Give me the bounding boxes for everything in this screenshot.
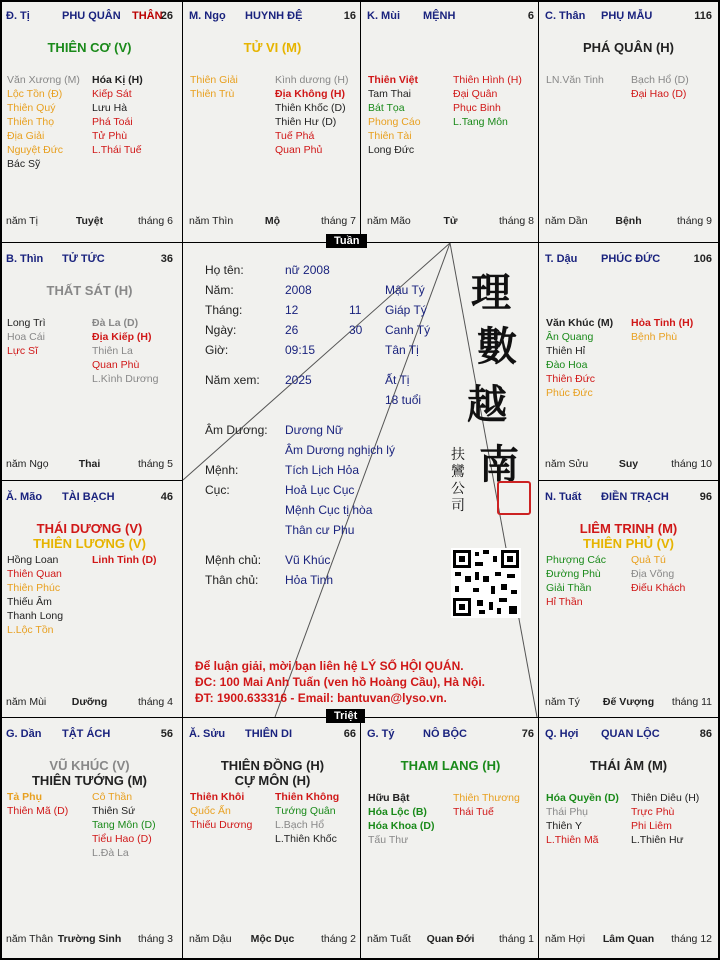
- minor-star: Thiên La: [92, 345, 133, 357]
- major-star: THÁI ÂM (M): [589, 758, 668, 773]
- palace-year: năm Tý: [545, 696, 580, 708]
- contact-line-1: Để luận giải, mời bạn liên hệ LÝ SỐ HỘI QUÁN.: [195, 659, 464, 673]
- qr-code-icon[interactable]: [451, 548, 521, 618]
- palace-year: năm Tị: [6, 215, 38, 227]
- palace-name: MỆNH: [423, 10, 456, 22]
- palace-month: tháng 10: [671, 458, 712, 470]
- major-star: THIÊN TƯỚNG (M): [31, 773, 148, 788]
- left-star-list: [7, 553, 63, 637]
- right-star-list: [631, 73, 689, 101]
- palace-name: PHÚC ĐỨC: [601, 253, 661, 265]
- palace-cell: [361, 718, 540, 955]
- minor-star: Hỏa Tinh (H): [631, 317, 694, 329]
- palace-name: THIÊN DI: [245, 728, 293, 740]
- left-star-list: [7, 316, 46, 358]
- year-can: Mậu Tý: [385, 283, 425, 297]
- minor-star: Hồng Loan: [7, 554, 59, 566]
- menhchu-value: Vũ Khúc: [285, 553, 331, 567]
- amduong-value: Dương Nữ: [285, 423, 343, 437]
- minor-star: Long Trì: [7, 317, 46, 329]
- minor-star: Bác Sỹ: [7, 158, 41, 170]
- minor-star: Thiên Khốc (D): [275, 102, 346, 114]
- minor-star: L.Thái Tuế: [92, 144, 142, 156]
- palace-footer: [189, 215, 356, 229]
- left-star-list: [190, 73, 238, 101]
- palace-footer: [545, 696, 712, 710]
- minor-star: Long Đức: [368, 144, 415, 156]
- major-star: THÁI DƯƠNG (V): [36, 521, 143, 536]
- palace-footer: [189, 933, 356, 947]
- month-label: Tháng:: [205, 303, 243, 317]
- minor-star: L.Tang Môn: [453, 116, 508, 128]
- minor-star: Thiên Hình (H): [453, 74, 522, 86]
- palace-year: năm Thìn: [189, 215, 234, 227]
- minor-star: Thiên Sứ: [92, 805, 136, 817]
- palace-number: 56: [160, 728, 173, 740]
- palace-month: tháng 8: [498, 215, 534, 227]
- minor-star: Thiên Y: [546, 820, 582, 832]
- palace-footer: [6, 215, 173, 229]
- minor-star: Thiên Trù: [190, 88, 235, 100]
- life-stage: Tuyệt: [75, 215, 104, 227]
- major-star: CỰ MÔN (H): [234, 773, 311, 788]
- palace-cell: [0, 481, 179, 718]
- major-star: THIÊN ĐỒNG (H): [220, 758, 325, 773]
- right-star-list: [631, 791, 699, 847]
- minor-star: LN.Văn Tinh: [546, 74, 604, 86]
- palace-footer: [545, 458, 712, 472]
- center-info: [183, 243, 537, 717]
- palace-branch: G. Dần: [6, 728, 42, 740]
- right-star-list: [631, 316, 693, 344]
- minor-star: Quan Phủ: [275, 144, 323, 156]
- palace-name: PHU QUÂN: [62, 10, 121, 22]
- palace-name: PHỤ MẪU: [601, 10, 653, 22]
- left-star-list: [546, 791, 619, 847]
- minor-star: L.Thiên Khốc: [275, 833, 337, 845]
- minor-star: Thái Phụ: [546, 806, 589, 818]
- life-stage: Đế Vượng: [602, 696, 655, 708]
- left-star-list: [7, 790, 68, 818]
- palace-footer: [6, 933, 173, 947]
- palace-branch: B. Thìn: [6, 253, 44, 265]
- minor-star: Thiếu Dương: [190, 819, 253, 831]
- minor-star: Kình dương (H): [275, 74, 349, 86]
- palace-year: năm Dần: [545, 215, 588, 227]
- menh-label: Mệnh:: [205, 463, 239, 477]
- minor-star: Lưu Hà: [92, 102, 128, 114]
- amduong-label: Âm Dương:: [205, 423, 268, 437]
- palace-footer: [545, 933, 712, 947]
- major-star: LIÊM TRINH (M): [579, 521, 678, 536]
- palace-number: 36: [160, 253, 173, 265]
- palace-month: tháng 9: [676, 215, 712, 227]
- minor-star: Phúc Đức: [546, 387, 593, 399]
- view-year-value: 2025: [285, 373, 312, 387]
- cuc-value3: Thân cư Phu: [285, 523, 355, 537]
- minor-star: L.Bạch Hổ: [275, 819, 325, 831]
- major-star: THIÊN PHỦ (V): [583, 536, 674, 551]
- minor-star: Thiên Hư (D): [275, 116, 337, 128]
- palace-number: 16: [343, 10, 356, 22]
- palace-name: TẬT ÁCH: [62, 728, 111, 740]
- palace-name: TỬ TỨC: [62, 253, 105, 265]
- major-star: THIÊN LƯƠNG (V): [33, 536, 146, 551]
- life-stage: Mộ: [264, 215, 281, 227]
- life-stage: Dưỡng: [71, 696, 108, 708]
- minor-star: Lộc Tồn (Đ): [7, 88, 63, 100]
- minor-star: Trực Phù: [631, 806, 675, 818]
- minor-star: Hóa Khoa (D): [368, 820, 435, 832]
- minor-star: Thiên Không: [275, 791, 340, 803]
- minor-star: Văn Khúc (M): [546, 317, 614, 329]
- left-star-list: [7, 73, 80, 171]
- palace-header: [6, 253, 173, 269]
- menhchu-label: Mệnh chủ:: [205, 553, 262, 567]
- palace-cell: [539, 243, 718, 480]
- palace-year: năm Ngọ: [6, 458, 49, 470]
- hour-can: Tân Tị: [385, 343, 419, 357]
- palace-name: HUYNH ĐỆ: [245, 10, 303, 22]
- palace-branch: Đ. Tị: [6, 10, 30, 22]
- palace-branch: G. Tý: [367, 728, 395, 740]
- minor-star: Thiên Tài: [368, 130, 412, 142]
- minor-star: L.Đà La: [92, 847, 129, 859]
- palace-cell: [539, 481, 718, 718]
- month-can: Giáp Tý: [385, 303, 427, 317]
- life-stage: Suy: [618, 458, 639, 470]
- minor-star: Phong Cáo: [368, 116, 421, 128]
- cuc-label: Cục:: [205, 483, 230, 497]
- palace-year: năm Mão: [367, 215, 411, 227]
- tuan-marker: Tuần: [326, 234, 367, 248]
- hour-value: 09:15: [285, 343, 316, 357]
- minor-star: Thái Tuế: [453, 806, 494, 818]
- palace-year: năm Sửu: [545, 458, 589, 470]
- palace-name: NÔ BỘC: [423, 728, 467, 740]
- minor-star: Thiên Quan: [7, 568, 62, 580]
- palace-header: [367, 728, 534, 744]
- palace-name: ĐIỀN TRẠCH: [601, 491, 669, 503]
- palace-cell: [0, 0, 179, 237]
- thanchu-value: Hỏa Tinh: [285, 573, 334, 587]
- contact-line-2: ĐC: 100 Mai Anh Tuấn (ven hồ Hoàng Cầu), Hà Nội.: [195, 675, 486, 689]
- palace-month: tháng 6: [137, 215, 173, 227]
- minor-star: Bạch Hổ (D): [631, 74, 689, 86]
- day-label: Ngày:: [205, 323, 237, 337]
- palace-number: 116: [694, 10, 712, 22]
- minor-star: Giải Thần: [546, 582, 592, 594]
- minor-star: Đà La (D): [92, 317, 139, 329]
- palace-month: tháng 12: [671, 933, 712, 945]
- name-label: Họ tên:: [205, 263, 244, 277]
- palace-branch: N. Tuất: [545, 491, 582, 503]
- calligraphy-4: 南: [479, 441, 519, 488]
- minor-star: Thiên Thọ: [7, 116, 55, 128]
- palace-header: [545, 728, 712, 744]
- right-star-list: [453, 73, 522, 129]
- minor-star: Quan Phù: [92, 359, 140, 371]
- palace-cell: [539, 718, 718, 955]
- year-value: 2008: [285, 283, 312, 297]
- minor-star: Tang Môn (D): [92, 819, 156, 831]
- minor-star: L.Kình Dương: [92, 373, 159, 385]
- palace-footer: [545, 215, 712, 229]
- palace-branch: Q. Hợi: [545, 728, 579, 740]
- age: 18 tuổi: [385, 393, 422, 407]
- right-star-list: [92, 73, 143, 157]
- palace-month: tháng 1: [498, 933, 534, 945]
- day-can: Canh Tý: [385, 323, 431, 337]
- left-star-list: [546, 73, 604, 87]
- palace-branch: C. Thân: [545, 10, 586, 22]
- palace-number: 96: [699, 491, 712, 503]
- minor-star: Thiên Thương: [453, 792, 520, 804]
- minor-star: L.Thiên Hư: [631, 834, 684, 846]
- left-star-list: [190, 790, 252, 832]
- palace-number: 46: [160, 491, 173, 503]
- minor-star: Thiên Giải: [190, 74, 238, 86]
- contact-line-3: ĐT: 1900.633316 - Email: bantuvan@lyso.vn.: [195, 691, 447, 705]
- minor-star: Hóa Kị (H): [92, 74, 143, 86]
- palace-header: [6, 10, 173, 26]
- minor-star: Thiên Diêu (H): [631, 792, 700, 804]
- amduong-value2: Âm Dương nghịch lý: [285, 443, 395, 457]
- cuc-value2: Mệnh Cục tị hòa: [285, 503, 373, 517]
- minor-star: Bát Tọa: [368, 102, 405, 114]
- minor-star: Thiên Quý: [7, 102, 56, 114]
- than-marker: THÂN: [132, 10, 163, 22]
- minor-star: Hóa Lộc (B): [368, 806, 427, 818]
- life-stage: Thai: [78, 458, 101, 470]
- palace-number: 86: [699, 728, 712, 740]
- palace-month: tháng 3: [137, 933, 173, 945]
- palace-footer: [367, 215, 534, 229]
- minor-star: Phượng Các: [546, 554, 607, 566]
- palace-footer: [6, 696, 173, 710]
- calligraphy-3: 越: [467, 381, 507, 428]
- palace-branch: M. Ngọ: [189, 10, 226, 22]
- right-star-list: [275, 73, 348, 157]
- life-stage: Bệnh: [615, 215, 642, 227]
- month-lunar: 11: [349, 303, 362, 317]
- minor-star: Hỉ Thần: [546, 596, 583, 608]
- minor-star: Tuế Phá: [275, 130, 315, 142]
- seal-text: 扶鸞公司: [451, 447, 465, 514]
- minor-star: L.Lộc Tồn: [7, 624, 54, 636]
- minor-star: Thiên Hỉ: [546, 345, 586, 357]
- minor-star: Quả Tú: [631, 554, 666, 566]
- palace-header: [545, 253, 712, 269]
- minor-star: Tấu Thư: [368, 834, 409, 846]
- right-star-list: [275, 790, 339, 846]
- palace-header: [367, 10, 534, 26]
- day-value: 26: [285, 323, 299, 337]
- life-stage: Tử: [443, 215, 458, 227]
- minor-star: Thiên Khôi: [190, 791, 245, 803]
- red-seal: [497, 481, 531, 515]
- minor-star: Đại Quân: [453, 88, 498, 100]
- minor-star: Phá Toái: [92, 116, 133, 128]
- life-stage: Quan Đới: [426, 933, 475, 945]
- minor-star: Quốc Ấn: [190, 805, 231, 817]
- palace-year: năm Mùi: [6, 696, 47, 708]
- palace-month: tháng 11: [671, 696, 712, 708]
- view-year-can: Ất Tị: [385, 373, 410, 387]
- left-star-list: [368, 73, 421, 157]
- right-star-list: [631, 553, 685, 595]
- right-star-list: [92, 790, 156, 860]
- minor-star: Đại Hao (D): [631, 88, 687, 100]
- day-lunar: 30: [349, 323, 363, 337]
- major-star: THẤT SÁT (H): [46, 283, 133, 298]
- minor-star: Điếu Khách: [631, 582, 686, 594]
- palace-header: [545, 491, 712, 507]
- minor-star: Thiên Mã (D): [7, 805, 69, 817]
- palace-cell: [539, 0, 718, 237]
- minor-star: Phi Liêm: [631, 820, 672, 832]
- palace-branch: Ă. Sửu: [189, 728, 226, 740]
- minor-star: Nguyệt Đức: [7, 144, 64, 156]
- palace-number: 106: [693, 253, 712, 265]
- palace-name: TÀI BẠCH: [62, 491, 115, 503]
- hour-label: Giờ:: [205, 343, 229, 357]
- major-star: THAM LANG (H): [400, 758, 501, 773]
- life-stage: Lâm Quan: [602, 933, 655, 945]
- left-star-list: [546, 316, 613, 400]
- minor-star: Bệnh Phù: [631, 331, 678, 343]
- minor-star: Thiên Phúc: [7, 582, 61, 594]
- minor-star: Đào Hoa: [546, 359, 588, 371]
- minor-star: Thanh Long: [7, 610, 64, 622]
- minor-star: Phục Binh: [453, 102, 501, 114]
- right-star-list: [92, 316, 158, 386]
- palace-number: 76: [521, 728, 534, 740]
- palace-branch: K. Mùi: [367, 10, 400, 22]
- minor-star: Tử Phù: [92, 130, 128, 142]
- minor-star: Địa Kiếp (H): [92, 331, 152, 343]
- palace-month: tháng 5: [137, 458, 173, 470]
- palace-header: [6, 491, 173, 507]
- minor-star: Thiên Đức: [546, 373, 596, 385]
- palace-cell: [0, 243, 179, 480]
- palace-year: năm Hợi: [545, 933, 586, 945]
- palace-month: tháng 4: [137, 696, 173, 708]
- palace-year: năm Tuất: [367, 933, 411, 945]
- minor-star: L.Thiên Mã: [546, 834, 599, 846]
- month-value: 12: [285, 303, 299, 317]
- palace-month: tháng 2: [320, 933, 356, 945]
- minor-star: Đường Phù: [546, 568, 601, 580]
- calligraphy-1: 理: [471, 269, 511, 316]
- palace-footer: [367, 933, 534, 947]
- thanchu-label: Thân chủ:: [205, 573, 259, 587]
- right-star-list: [453, 791, 520, 819]
- minor-star: Ân Quang: [546, 331, 594, 343]
- palace-year: năm Dậu: [189, 933, 232, 945]
- right-star-list: [92, 553, 157, 567]
- palace-header: [189, 10, 356, 26]
- cuc-value: Hoả Lục Cục: [285, 483, 355, 497]
- major-star: VŨ KHÚC (V): [49, 758, 130, 773]
- minor-star: Tiểu Hao (D): [92, 833, 152, 845]
- palace-month: tháng 7: [320, 215, 356, 227]
- minor-star: Hoa Cái: [7, 331, 45, 343]
- palace-cell: [183, 0, 362, 237]
- palace-cell: [361, 0, 540, 237]
- minor-star: Văn Xương (M): [7, 74, 80, 86]
- name-value: nữ 2008: [285, 263, 330, 277]
- minor-star: Linh Tinh (D): [92, 554, 157, 566]
- life-stage: Mộc Dục: [250, 933, 295, 945]
- minor-star: Thiên Việt: [368, 74, 418, 86]
- palace-cell: [183, 718, 362, 955]
- menh-value: Tích Lịch Hỏa: [285, 463, 360, 477]
- view-year-label: Năm xem:: [205, 373, 260, 387]
- minor-star: Địa Không (H): [275, 88, 345, 100]
- minor-star: Tam Thai: [368, 88, 411, 100]
- palace-branch: T. Dậu: [545, 253, 578, 265]
- calligraphy-2: 數: [477, 323, 517, 370]
- major-star: THIÊN CƠ (V): [47, 40, 132, 55]
- major-star: TỬ VI (M): [243, 40, 302, 55]
- palace-name: QUAN LỘC: [601, 728, 660, 740]
- minor-star: Thiếu Âm: [7, 596, 52, 608]
- palace-header: [545, 10, 712, 26]
- palace-header: [189, 728, 356, 744]
- minor-star: Địa Võng: [631, 568, 675, 580]
- left-star-list: [368, 791, 435, 847]
- year-label: Năm:: [205, 283, 234, 297]
- minor-star: Cô Thần: [92, 791, 133, 803]
- palace-number: 26: [160, 10, 173, 22]
- minor-star: Kiếp Sát: [92, 88, 132, 100]
- palace-number: 6: [527, 10, 534, 22]
- palace-footer: [6, 458, 173, 472]
- life-stage: Trường Sinh: [57, 933, 122, 945]
- triet-marker: Triệt: [326, 709, 365, 723]
- major-star: PHÁ QUÂN (H): [583, 40, 674, 55]
- palace-year: năm Thân: [6, 933, 54, 945]
- left-star-list: [546, 553, 606, 609]
- minor-star: Tả Phụ: [7, 791, 43, 803]
- minor-star: Tướng Quân: [275, 805, 336, 817]
- minor-star: Hữu Bật: [368, 792, 410, 804]
- palace-cell: [0, 718, 179, 955]
- palace-number: 66: [343, 728, 356, 740]
- palace-header: [6, 728, 173, 744]
- minor-star: Lực Sĩ: [7, 345, 38, 357]
- minor-star: Địa Giải: [7, 130, 45, 142]
- minor-star: Hóa Quyền (D): [546, 792, 619, 804]
- palace-branch: Ă. Mão: [6, 491, 43, 503]
